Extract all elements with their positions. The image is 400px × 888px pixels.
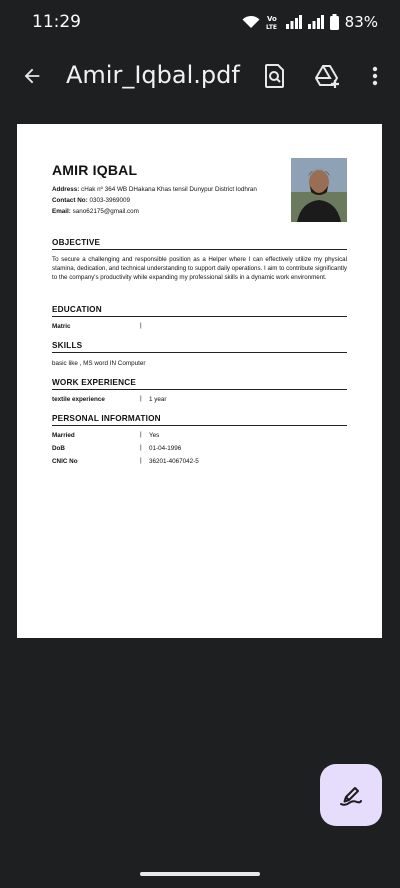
row-separator: | [140, 322, 142, 329]
personal-value: Yes [149, 432, 160, 439]
status-icons [242, 13, 378, 31]
objective-text: To secure a challenging and responsible position as a Helper where I can effectively utilize my physical stamina, dedication, and technical understanding to support daily operations. I aim to contribute significantly to the company's productivity while expanding my professional skills in a dynamic work environment. [52, 256, 347, 281]
back-button[interactable] [16, 60, 48, 92]
more-options-button[interactable] [359, 60, 391, 92]
home-indicator[interactable] [140, 872, 260, 876]
more-vert-icon [372, 66, 378, 86]
signal-icon [286, 15, 302, 29]
svg-text:LTE: LTE [265, 24, 277, 30]
svg-text:Vo: Vo [266, 15, 277, 23]
arrow-back-icon [21, 65, 43, 87]
volte-icon [266, 14, 280, 30]
app-bar [0, 52, 400, 100]
work-heading: WORK EXPERIENCE [52, 378, 136, 387]
document-title: Amir_Iqbal.pdf [66, 61, 240, 89]
work-value: 1 year [149, 396, 167, 403]
personal-label: CNIC No [52, 458, 78, 465]
add-to-drive-button[interactable] [312, 60, 344, 92]
section-divider [52, 249, 347, 250]
email-line: Email: sano62175@gmail.com [52, 208, 139, 215]
education-heading: EDUCATION [52, 305, 102, 314]
section-divider [52, 389, 347, 390]
signal-icon-2 [308, 15, 324, 29]
status-time: 11:29 [32, 12, 81, 32]
work-label: textile experience [52, 396, 105, 403]
resume-name: AMIR IQBAL [52, 162, 138, 178]
profile-photo [291, 158, 347, 222]
personal-label: Married [52, 432, 75, 439]
row-separator: | [140, 395, 142, 402]
section-divider [52, 316, 347, 317]
section-divider [52, 352, 347, 353]
row-separator: | [140, 431, 142, 438]
personal-heading: PERSONAL INFORMATION [52, 414, 161, 423]
section-divider [52, 425, 347, 426]
battery-percent: 83% [344, 13, 378, 31]
edit-annotate-button[interactable] [320, 764, 382, 826]
find-in-page-button[interactable] [259, 60, 291, 92]
address-line: Address: cHak nº 364 WB DHakana Khas tensil Dunypur District lodhran [52, 186, 257, 193]
contact-line: Contact No: 0303-3969009 [52, 197, 131, 204]
personal-value: 36201-4067042-5 [149, 458, 199, 465]
row-separator: | [140, 457, 142, 464]
find-in-page-icon [264, 64, 286, 88]
wifi-icon [242, 15, 260, 29]
skills-heading: SKILLS [52, 341, 83, 350]
pdf-page[interactable] [17, 124, 382, 638]
status-bar [0, 0, 400, 44]
personal-label: DoB [52, 445, 65, 452]
education-label: Matric [52, 323, 71, 330]
battery-icon [330, 14, 339, 30]
add-to-drive-icon [315, 64, 341, 88]
contact-block [52, 184, 257, 217]
draw-pen-icon [338, 782, 364, 808]
personal-value: 01-04-1996 [149, 445, 182, 452]
skills-text: basic like , MS word IN Computer [52, 360, 146, 367]
row-separator: | [140, 444, 142, 451]
objective-heading: OBJECTIVE [52, 238, 101, 247]
